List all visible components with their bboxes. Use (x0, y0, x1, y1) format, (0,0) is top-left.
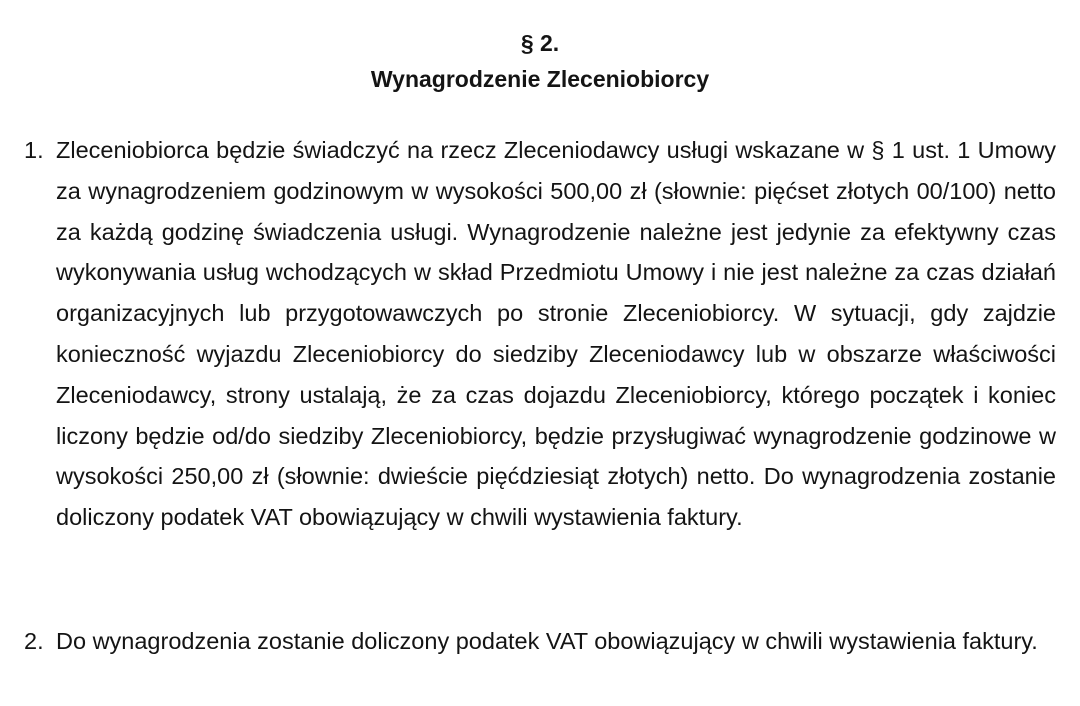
paragraph-2 (24, 621, 1056, 662)
paragraph-2-text: Do wynagrodzenia zostanie doliczony podatek VAT obowiązujący w chwili wystawienia faktury. (56, 628, 1038, 654)
paragraph-1 (24, 130, 1056, 538)
paragraph-1-text: Zleceniobiorca będzie świadczyć na rzecz Zleceniodawcy usługi wskazane w § 1 ust. 1 Umowy za wynagrodzeniem godzinowym w wysokości 500,00 zł (słownie: pięćset złotych 00/100) netto za każdą godzinę świadczenia usługi. Wynagrodzenie należne jest jedynie za efektywny czas wykonywania usług wchodzących w skład Przedmiotu Umowy i nie jest należne za czas działań organizacyjnych lub przygotowawczych po stronie Zleceniobiorcy. W sytuacji, gdy zajdzie konieczność wyjazdu Zleceniobiorcy do siedziby Zleceniodawcy lub w obszarze właściwości Zleceniodawcy, strony ustalają, że za czas dojazdu Zleceniobiorcy, którego początek i koniec liczony będzie od/do siedziby Zleceniobiorcy, będzie przysługiwać wynagrodzenie godzinowe w wysokości 250,00 zł (słownie: dwieście pięćdziesiąt złotych) netto. Do wynagrodzenia zostanie doliczony podatek VAT obowiązujący w chwili wystawienia faktury. (56, 137, 1056, 531)
section-title: Wynagrodzenie Zleceniobiorcy (370, 66, 710, 92)
section-number: § 2. (520, 30, 560, 56)
paragraph-1-number: 1. (24, 137, 44, 163)
paragraph-2-number: 2. (24, 628, 44, 654)
